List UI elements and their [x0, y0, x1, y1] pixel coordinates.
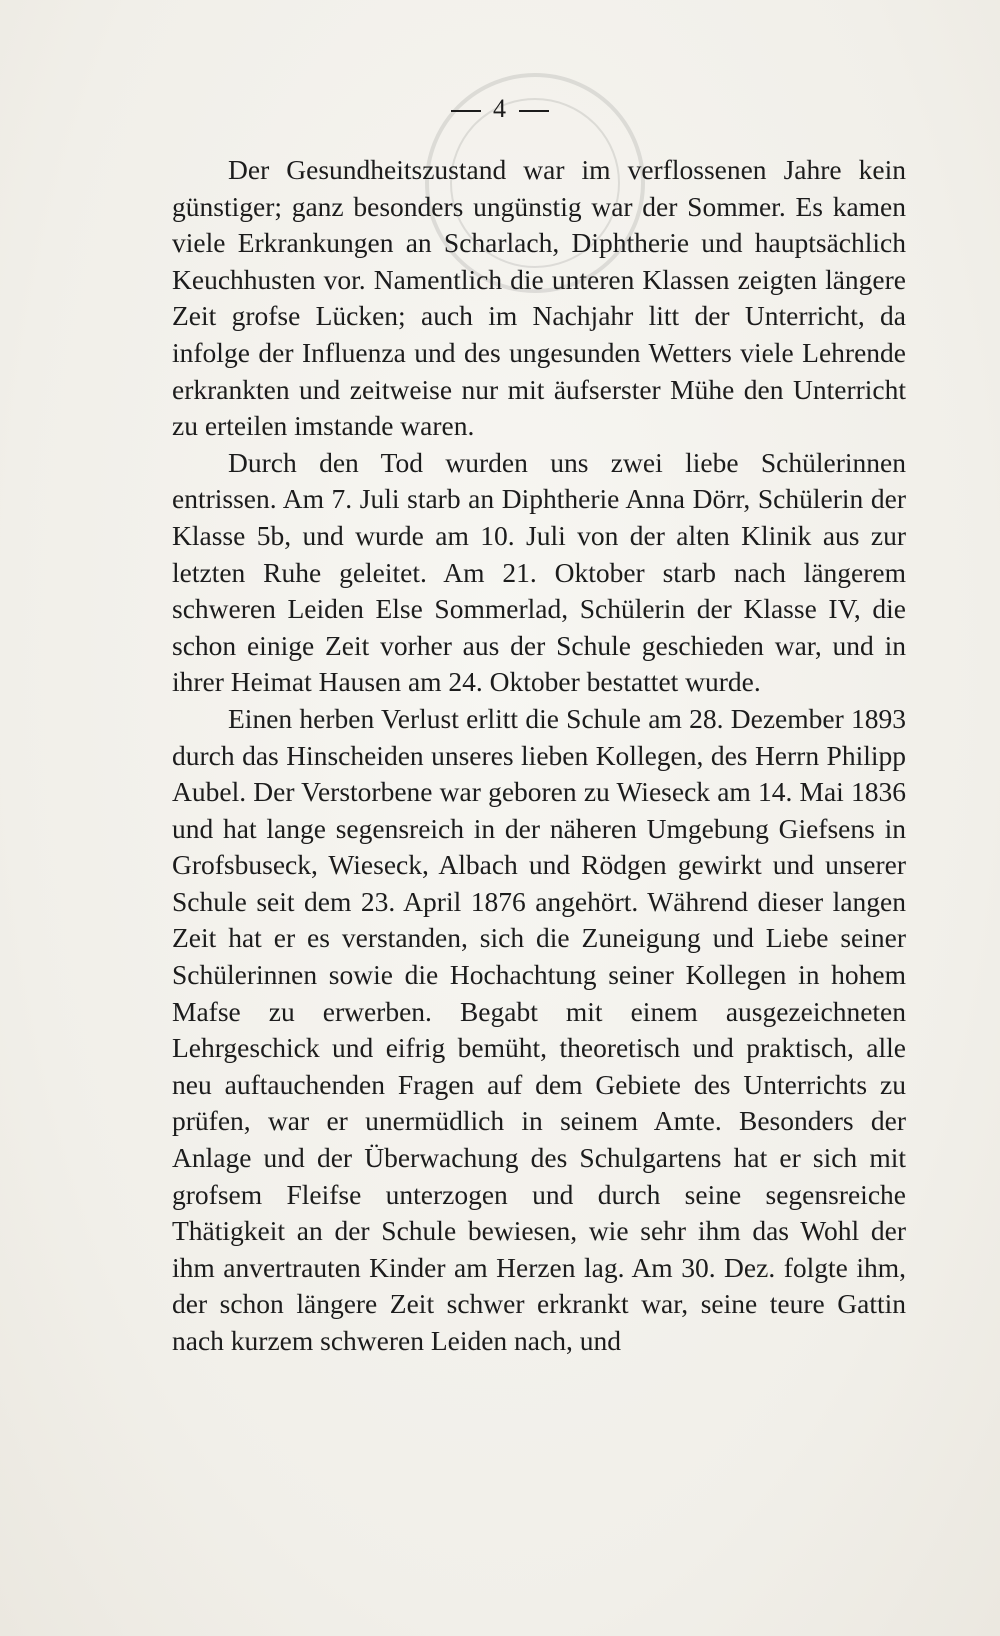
paragraph-deaths-students: Durch den Tod wurden uns zwei liebe Schülerinnen entrissen. Am 7. Juli starb an Diphtherie Anna Dörr, Schülerin der Klasse 5b, und wurde am 10. Juli von der alten Klinik aus zur letzten Ruhe geleitet. Am 21. Oktober starb nach längerem schweren Leiden Else Sommerlad, Schülerin der Klasse IV, die schon einige Zeit vorher aus der Schule geschieden war, und in ihrer Heimat Hausen am 24. Oktober bestattet wurde.: [172, 446, 906, 698]
page-number-text: 4: [493, 94, 507, 123]
dash-left: [451, 110, 481, 112]
paragraph-health: Der Gesundheitszustand war im verflossenen Jahre kein günstiger; ganz besonders ungünstig war der Sommer. Es kamen viele Erkrankungen an Scharlach, Diphtherie und hauptsächlich Keuchhusten vor. Namentlich die unteren Klassen zeigten längere Zeit grofse Lücken; auch im Nachjahr litt der Unterricht, da infolge der Influenza und des ungesunden Wetters viele Lehrende erkrankten und zeitweise nur mit äufserster Mühe den Unterricht zu erteilen imstande waren.: [172, 154, 906, 442]
body-text: [172, 152, 906, 1360]
dash-right: [519, 110, 549, 112]
paragraph-obituary-aubel: Einen herben Verlust erlitt die Schule am 28. Dezember 1893 durch das Hinscheiden unseres lieben Kollegen, des Herrn Philipp Aubel. Der Verstorbene war geboren zu Wieseck am 14. Mai 1836 und hat lange segensreich in der näheren Umgebung Giefsens in Grofsbuseck, Wieseck, Albach und Rödgen gewirkt und unserer Schule seit dem 23. April 1876 angehört. Während dieser langen Zeit hat er es verstanden, sich die Zuneigung und Liebe seiner Schülerinnen sowie die Hochachtung seiner Kollegen in hohem Mafse zu erwerben. Begabt mit einem ausgezeichneten Lehrgeschick und eifrig bemüht, theoretisch und praktisch, alle neu auftauchenden Fragen auf dem Gebiete des Unterrichts zu prüfen, war er unermüdlich in seinem Amte. Besonders der Anlage und der Überwachung des Schulgartens hat er sich mit grofsem Fleifse unterzogen und durch seine segensreiche Thätigkeit an der Schule bewiesen, wie sehr ihm das Wohl der ihm anvertrauten Kinder am Herzen lag. Am 30. Dez. folgte ihm, der schon längere Zeit schwer erkrankt war, seine teure Gattin nach kurzem schweren Leiden nach, und: [172, 702, 906, 1356]
page-number: [0, 94, 1000, 124]
